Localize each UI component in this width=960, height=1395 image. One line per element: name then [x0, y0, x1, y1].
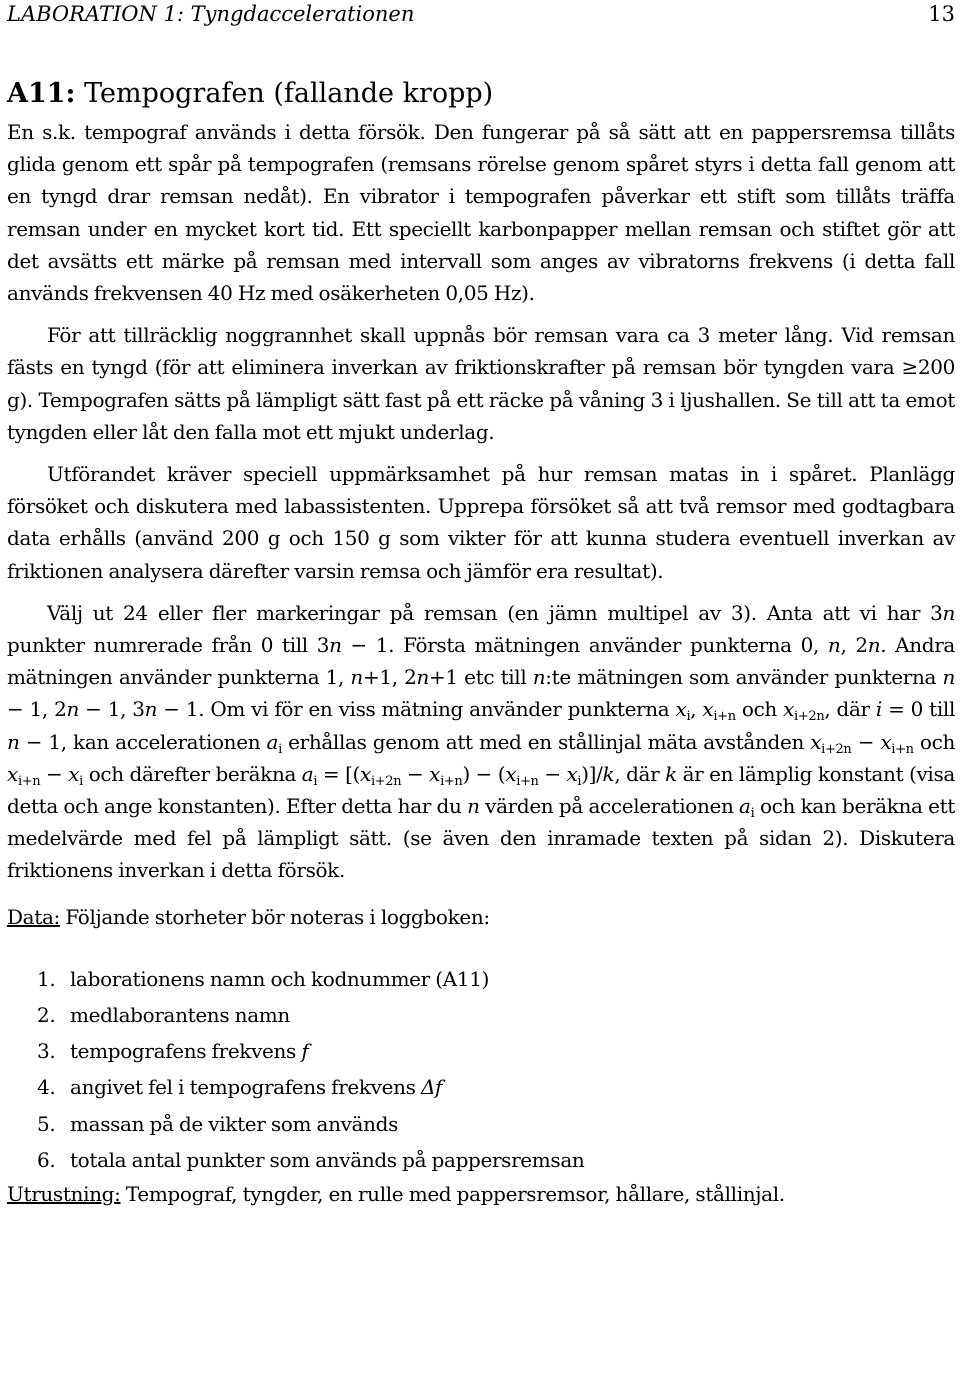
math-subscript: i+n: [713, 709, 736, 725]
section-heading: [7, 76, 493, 112]
list-item: [37, 961, 955, 997]
math-subscript: i+n: [891, 741, 914, 757]
text-run: , där: [824, 697, 876, 722]
data-list: [7, 961, 955, 1178]
list-item-text: massan på de vikter som används: [70, 1111, 399, 1136]
paragraph-setup: För att tillräcklig noggrannhet skall uppnås bör remsan vara ca 3 meter lång. Vid remsan fästs en tyngd (för att eliminera inverkan av friktionskrafter på remsan bör tyngden vara ≥200 g). Tempografen sätts på lämpligt sätt fast på ett räcke på våning 3 i ljushallen. Se till att ta emot tyngden eller låt den falla mot ett mjukt underlag.: [7, 323, 955, 444]
list-item-text: tempografens frekvens: [70, 1039, 302, 1064]
math-var: n: [467, 794, 480, 819]
math-var: n: [827, 633, 841, 658]
list-item-number: 5.: [37, 1111, 56, 1136]
text-run: Välj ut 24 eller fler markeringar på remsan (en jämn multipel av 3). Anta att vi har 3: [47, 600, 943, 625]
list-item-text: totala antal punkter som används på pappersremsan: [70, 1147, 585, 1172]
math-subscript: i+2n: [370, 773, 402, 789]
text-run: +1 etc till: [429, 665, 533, 690]
math-var: x: [429, 761, 441, 786]
math-var: n: [942, 665, 955, 690]
math-var: x: [783, 697, 795, 722]
math-var: x: [360, 761, 371, 786]
math-subscript: i+n: [17, 773, 41, 789]
math-var: k: [602, 761, 615, 786]
math-var: x: [702, 697, 714, 722]
math-var: n: [532, 665, 546, 690]
math-var: x: [675, 697, 687, 722]
running-title: LABORATION 1: Tyngdaccelerationen: [7, 2, 415, 26]
math-var: a: [739, 794, 751, 819]
math-var: a: [301, 761, 314, 786]
math-subscript: i: [79, 773, 83, 789]
page-number: 13: [928, 2, 955, 26]
text-run: ) − (: [462, 761, 506, 786]
text-run: − 1. Om vi för en viss mätning använder punkterna: [157, 697, 676, 722]
math-var: x: [7, 761, 18, 786]
math-var: n: [329, 633, 342, 658]
math-var: k: [665, 761, 677, 786]
section-title: Tempografen (fallande kropp): [84, 78, 494, 109]
math-var: n: [350, 665, 363, 690]
math-var: x: [505, 761, 517, 786]
data-label: Data:: [7, 904, 60, 929]
paragraph-analysis: [7, 597, 955, 887]
list-item: [37, 1106, 955, 1142]
math-var: a: [266, 729, 279, 754]
text-run: är en lämplig konstant (visa detta och ange konstanten). Efter detta har du: [7, 761, 955, 819]
math-var: n: [416, 665, 430, 690]
math-subscript: i+2n: [794, 709, 825, 725]
math-var: n: [942, 600, 955, 625]
math-subscript: i: [750, 806, 755, 822]
math-subscript: i+2n: [821, 741, 852, 757]
list-item-number: 6.: [37, 1147, 56, 1172]
text-run: − 1, kan accelerationen: [19, 729, 267, 754]
list-item-number: 3.: [37, 1039, 56, 1064]
text-run: :te mätningen som använder punkterna: [545, 665, 943, 690]
section-number: A11:: [7, 78, 76, 109]
document-body: [7, 116, 955, 1220]
list-item-text: medlaborantens namn: [70, 1003, 290, 1028]
text-run: − 1. Första mätningen använder punkterna 0,: [341, 633, 828, 658]
math-subscript: i: [577, 773, 582, 789]
list-item-number: 2.: [37, 1003, 56, 1028]
text-run: ,: [690, 697, 703, 722]
page-header: [7, 0, 955, 32]
math-subscript: i: [278, 741, 282, 757]
data-intro-text: Följande storheter bör noteras i loggboken:: [59, 904, 490, 929]
equipment-line: [7, 1178, 955, 1210]
math-var: n: [144, 697, 158, 722]
list-item: [37, 997, 955, 1033]
math-var: x: [68, 761, 80, 786]
paragraph-intro: En s.k. tempograf används i detta försök. Den fungerar på så sätt att en pappersremsa tillåts glida genom ett spår på tempografen (remsans rörelse genom spåret styrs i detta fall genom att en tyngd drar remsan nedåt). En vibrator i tempografen påverkar ett stift som tillåts träffa remsan under en mycket kort tid. Ett speciellt karbonpapper mellan remsan och stiftet gör att det avsätts ett märke på remsan med intervall som anges av vibratorns frekvens (i detta fall används frekvensen 40 Hz med osäkerheten 0,05 Hz).: [7, 120, 955, 306]
text-run: = 0 till: [881, 697, 955, 722]
paragraph-procedure: Utförandet kräver speciell uppmärksamhet på hur remsan matas in i spåret. Planlägg försöket och diskutera med labassistenten. Upprepa försöket så att två remsor med godtagbara data erhålls (använd 200 g och 150 g som vikter för att kunna studera eventuell inverkan av friktionen analysera därefter varsin remsa och jämför era resultat).: [7, 462, 955, 583]
list-item: [37, 1142, 955, 1178]
text-run: och kan beräkna ett medelvärde med fel på lämpligt sätt. (se även den inramade texten på sidan 2). Diskutera friktionens inverkan i detta försök.: [7, 794, 955, 883]
text-run: erhållas genom att med en stållinjal mäta avstånden: [281, 729, 811, 754]
text-run: värden på accelerationen: [479, 794, 740, 819]
math-var: x: [566, 761, 578, 786]
list-item: [37, 1069, 955, 1105]
math-var: n: [867, 633, 881, 658]
text-run: , 2: [840, 633, 868, 658]
text-run: och därefter beräkna: [82, 761, 302, 786]
equipment-text: Tempograf, tyngder, en rulle med pappersremsor, hållare, stållinjal.: [120, 1182, 785, 1207]
text-run: . Andra mätningen använder punkterna 1,: [7, 633, 955, 690]
math-var: i: [875, 697, 882, 722]
data-section-intro: [7, 901, 955, 933]
list-item-text: laborationens namn och kodnummer (A11): [70, 966, 490, 991]
text-run: +1, 2: [362, 665, 417, 690]
text-run: −: [401, 761, 430, 786]
math-var: Δf: [420, 1075, 443, 1100]
list-item-number: 4.: [37, 1075, 56, 1100]
text-run: − 1, 3: [79, 697, 145, 722]
math-var: f: [301, 1039, 309, 1064]
text-run: )]/: [581, 761, 603, 786]
list-item: [37, 1033, 955, 1069]
text-run: punkter numrerade från 0 till 3: [7, 633, 330, 658]
math-var: x: [880, 729, 892, 754]
math-subscript: i+n: [516, 773, 539, 789]
math-subscript: i: [686, 709, 691, 725]
text-run: och: [735, 697, 784, 722]
math-var: n: [7, 729, 20, 754]
text-run: −: [538, 761, 567, 786]
list-item-number: 1.: [37, 966, 56, 991]
math-subscript: i+n: [440, 773, 463, 789]
math-subscript: i: [313, 773, 318, 789]
math-var: x: [810, 729, 822, 754]
text-run: −: [851, 729, 881, 754]
text-run: = [(: [317, 761, 360, 786]
text-run: − 1, 2: [7, 697, 67, 722]
text-run: och: [913, 729, 955, 754]
math-var: n: [66, 697, 79, 722]
text-run: , där: [614, 761, 666, 786]
text-run: −: [40, 761, 69, 786]
list-item-text: angivet fel i tempografens frekvens: [70, 1075, 421, 1100]
equipment-label: Utrustning:: [7, 1182, 121, 1207]
